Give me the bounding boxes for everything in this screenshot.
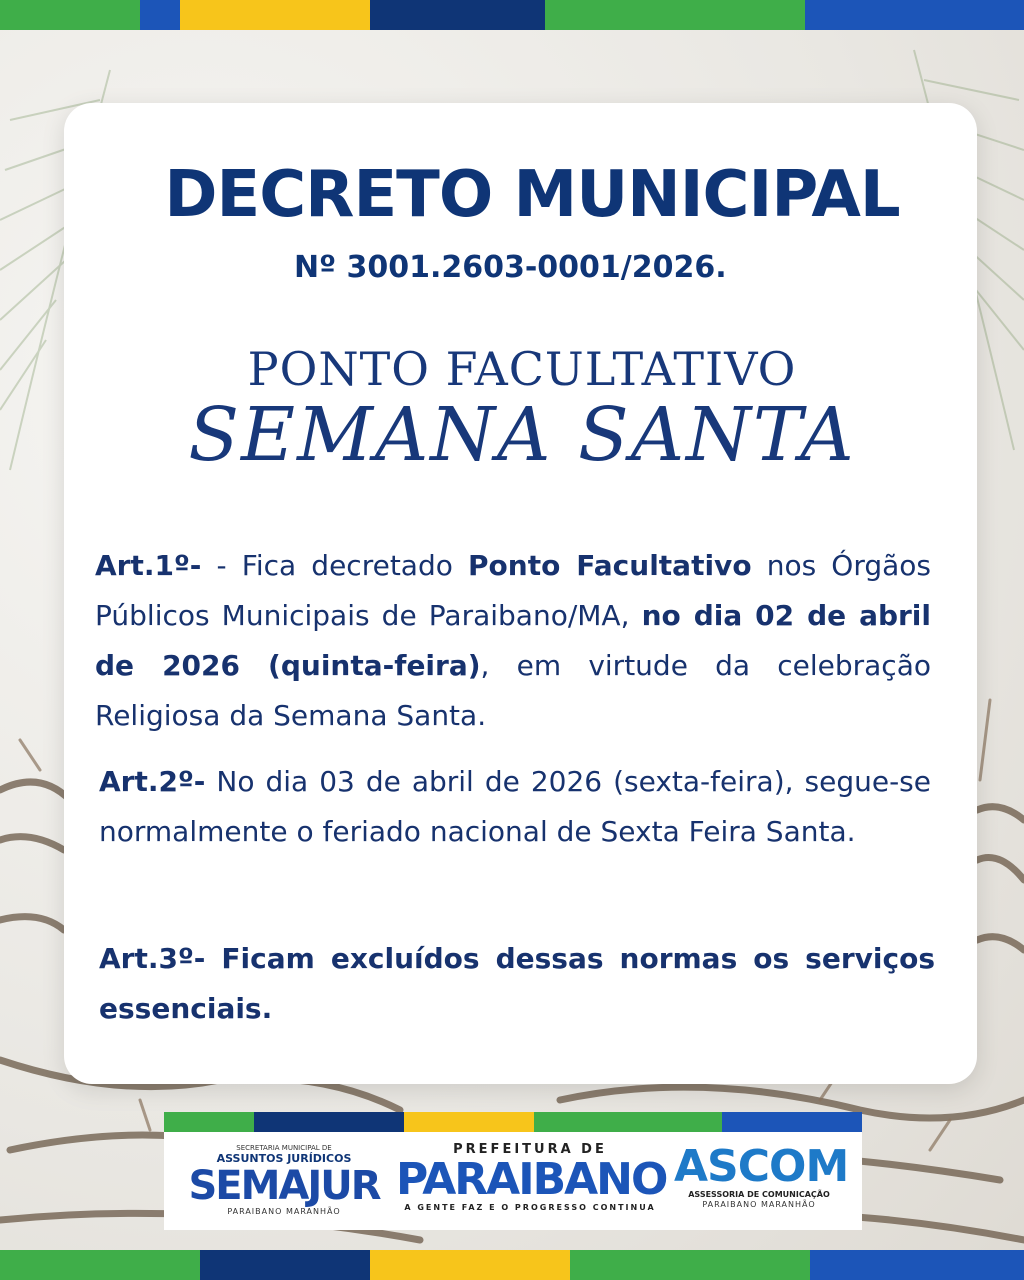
article-2-label: Art.2º- <box>99 765 206 798</box>
article-1 <box>95 541 931 741</box>
footer-color-stripe <box>164 1112 862 1132</box>
semajur-mid-text: ASSUNTOS JURÍDICOS <box>216 1152 352 1165</box>
article-1-text-a: - Fica decretado <box>201 549 468 582</box>
semajur-logo <box>184 1144 384 1216</box>
ascom-wordmark: ASCOM <box>674 1141 849 1192</box>
article-3 <box>99 934 935 1034</box>
page-title: DECRETO MUNICIPAL <box>164 158 900 232</box>
semajur-subtext: PARAIBANO MARANHÃO <box>227 1207 341 1216</box>
article-1-bold-a: Ponto Facultativo <box>468 549 752 582</box>
headline-ponto-facultativo: PONTO FACULTATIVO <box>247 342 797 396</box>
ascom-subtext: ASSESSORIA DE COMUNICAÇÃO <box>688 1190 830 1199</box>
bottom-color-stripe <box>0 1250 1024 1280</box>
prefeitura-paraibano-logo <box>396 1142 667 1212</box>
footer-logo-panel <box>164 1132 862 1230</box>
semajur-wordmark: SEMAJUR <box>188 1163 380 1209</box>
paraibano-wordmark: PARAIBANO <box>396 1154 667 1205</box>
article-2 <box>99 757 931 857</box>
paraibano-top-text: PREFEITURA DE <box>453 1142 607 1157</box>
article-1-label: Art.1º- <box>95 549 202 582</box>
article-1-text-b: nos Órgãos Públicos Municipais de Paraibano/MA, <box>95 549 931 632</box>
headline-semana-santa: SEMANA SANTA <box>188 392 856 478</box>
ascom-logo <box>674 1141 849 1209</box>
ascom-location: PARAIBANO MARANHÃO <box>702 1200 816 1209</box>
article-3-text: Ficam excluídos dessas normas os serviços essenciais. <box>99 942 935 1025</box>
article-3-label: Art.3º- <box>99 942 206 975</box>
article-2-text: No dia 03 de abril de 2026 (sexta-feira), segue-se normalmente o feriado nacional de Sexta Feira Santa. <box>99 765 931 848</box>
article-1-text-c: , em virtude da celebração Religiosa da Semana Santa. <box>95 649 931 732</box>
semajur-small-text: SECRETARIA MUNICIPAL DE <box>236 1144 332 1152</box>
paraibano-slogan: A GENTE FAZ E O PROGRESSO CONTINUA <box>404 1203 656 1212</box>
article-1-bold-b: no dia 02 de abril de 2026 (quinta-feira) <box>95 599 932 682</box>
footer-logos <box>164 1112 862 1230</box>
decree-number: Nº 3001.2603-0001/2026. <box>294 250 727 285</box>
top-color-stripe <box>0 0 1024 30</box>
